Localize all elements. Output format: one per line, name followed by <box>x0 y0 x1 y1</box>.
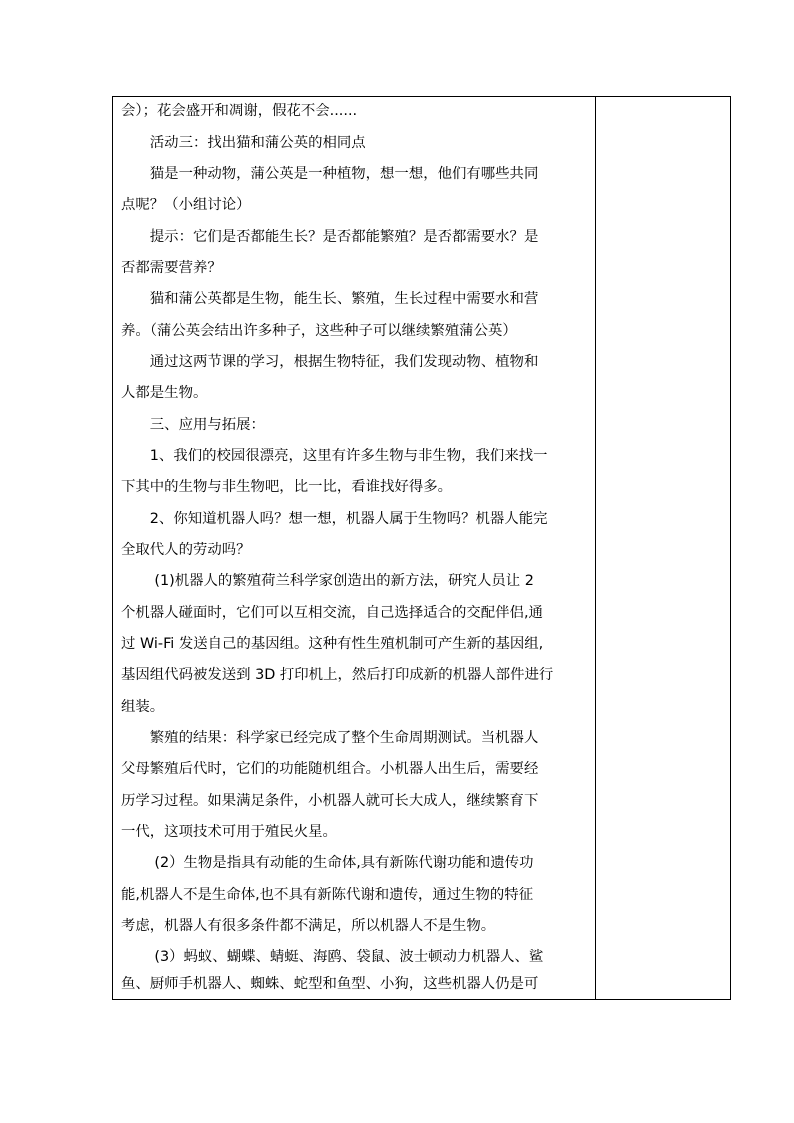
text-line: (3）蚂蚁、蝴蝶、蜻蜓、海鸥、袋鼠、波士顿动力机器人、鲨 <box>121 949 544 965</box>
text-line: (2）生物是指具有动能的生命体,具有新陈代谢功能和遗传功 <box>121 855 534 871</box>
text-line: 一代，这项技术可用于殖民火星。 <box>121 824 337 840</box>
text-line: 猫是一种动物，蒲公英是一种植物，想一想，他们有哪些共同 <box>121 166 539 182</box>
text-line: 点呢？（小组讨论） <box>121 197 251 213</box>
text-line: 活动三：找出猫和蒲公英的相同点 <box>121 135 366 151</box>
text-line: 下其中的生物与非生物吧，比一比，看谁找好得多。 <box>121 479 452 495</box>
text-line: 提示：它们是否都能生长？是否都能繁殖？是否都需要水？是 <box>121 229 539 245</box>
text-line: 会）；花会盛开和凋谢，假花不会...... <box>121 103 358 119</box>
text-line: 否都需要营养？ <box>121 260 222 276</box>
text-line: 2、你知道机器人吗？想一想，机器人属于生物吗？机器人能完 <box>121 511 548 527</box>
text-line: (1)机器人的繁殖荷兰科学家创造出的新方法，研究人员让 2 <box>121 573 534 589</box>
text-line: 1、我们的校园很漂亮，这里有许多生物与非生物，我们来找一 <box>121 448 548 464</box>
content-cell <box>113 97 595 999</box>
text-line: 繁殖的结果：科学家已经完成了整个生命周期测试。当机器人 <box>121 730 539 746</box>
text-line: 历学习过程。如果满足条件，小机器人就可长大成人，继续繁育下 <box>121 793 539 809</box>
text-line: 过 Wi-Fi 发送自己的基因组。这种有性生殖机制可产生新的基因组, <box>121 636 544 652</box>
text-line: 猫和蒲公英都是生物，能生长、繁殖，生长过程中需要水和营 <box>121 291 539 307</box>
text-line: 养。（蒲公英会结出许多种子，这些种子可以继续繁殖蒲公英） <box>121 323 517 339</box>
text-line: 三、应用与拓展： <box>121 417 265 433</box>
document-table <box>112 96 731 1000</box>
text-line: 组装。 <box>121 699 165 715</box>
text-line: 鱼、厨师手机器人、蜘蛛、蛇型和鱼型、小狗，这些机器人仍是可 <box>121 976 539 992</box>
text-line: 全取代人的劳动吗？ <box>121 542 251 558</box>
text-line: 考虑，机器人有很多条件都不满足，所以机器人不是生物。 <box>121 918 496 934</box>
text-line: 父母繁殖后代时，它们的功能随机组合。小机器人出生后，需要经 <box>121 761 539 777</box>
text-line: 基因组代码被发送到 3D 打印机上，然后打印成新的机器人部件进行 <box>121 667 554 683</box>
notes-cell <box>596 97 730 999</box>
text-line: 个机器人碰面时，它们可以互相交流，自己选择适合的交配伴侣,通 <box>121 605 543 621</box>
text-line: 通过这两节课的学习，根据生物特征，我们发现动物、植物和 <box>121 354 539 370</box>
text-line: 能,机器人不是生命体,也不具有新陈代谢和遗传，通过生物的特征 <box>121 887 534 903</box>
text-line: 人都是生物。 <box>121 385 208 401</box>
